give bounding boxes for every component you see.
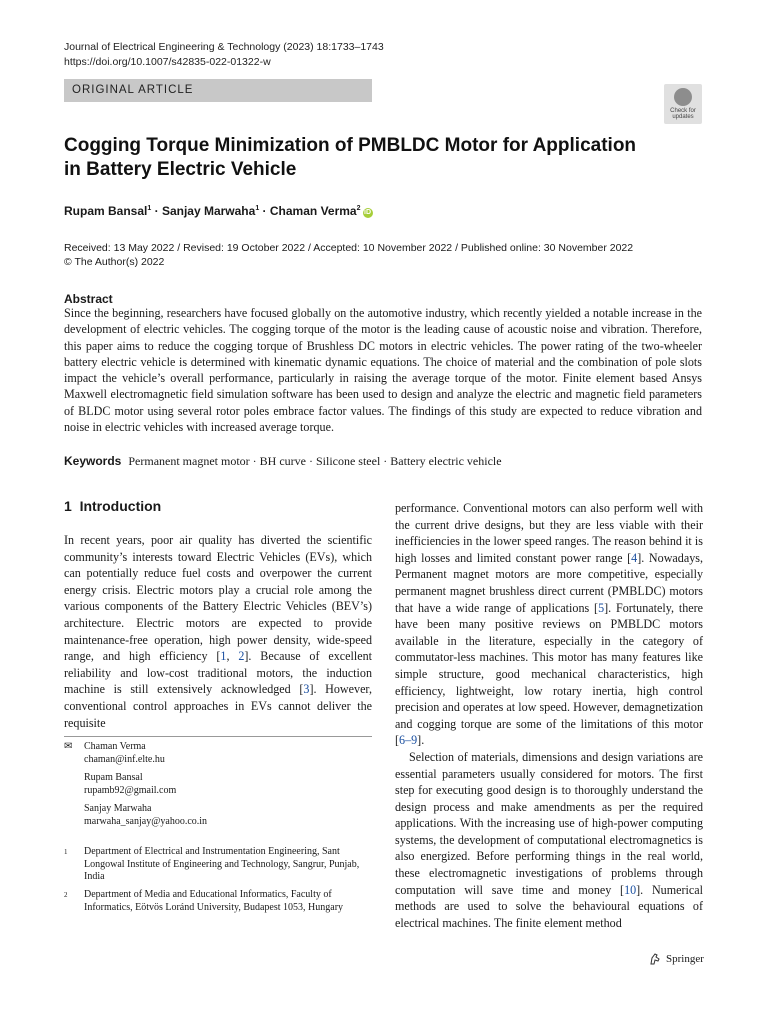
email-link[interactable]: chaman@inf.elte.hu	[84, 753, 165, 765]
author-name[interactable]: Chaman Verma	[269, 204, 357, 218]
publisher-logo: Springer	[648, 952, 704, 966]
body-column-right	[395, 500, 703, 931]
email-link[interactable]: marwaha_sanjay@yahoo.co.in	[84, 815, 208, 827]
citation-link[interactable]: 1	[220, 649, 227, 664]
author-name[interactable]: Rupam Bansal	[64, 204, 148, 218]
article-type-band: ORIGINAL ARTICLE	[64, 79, 372, 102]
body-column-left: In recent years, poor air quality has diverted the scientific community’s interests toward Electric Vehicles (EVs), which can potentially reduce fuel costs and overpower the current energy crisis. Electric motors play a crucial role among the various components of the Battery Electric Vehicles (BEV’s) architecture. Electric motors are expected to provide maintenance-free operation, high power density, wide-speed range, and high efficiency [1, 2]. Because of excellent reliability and low-cost traditional motors, the induction machine is still extensively acknowledged [3]. However, conventional control approaches in EVs cannot deliver the requisite	[64, 533, 373, 730]
citation-link[interactable]: 3	[303, 682, 310, 697]
citation-link[interactable]: 10	[624, 882, 637, 897]
corresponding-contacts: ✉ Chaman Verma chaman@inf.elte.hu Rupam Bansal rupamb92@gmail.com Sanjay Marwaha marwaha_sanjay@yahoo.co.in	[64, 741, 372, 834]
envelope-icon: ✉	[64, 741, 73, 752]
journal-header	[64, 40, 384, 70]
author-list: Rupam Bansal$^1$ · Sanjay Marwaha$^1$ · Chaman Verma$^2$iD	[64, 204, 372, 218]
section-heading: 1 Introduction	[64, 498, 162, 514]
paragraph: Selection of materials, dimensions and design variations are essential parameters usually considered for motors. The first step for executing good design is to thoroughly understand the design process and make amendments as per the required applications. With the increasing use of high-power computing systems, the development of computational electromagnetics is also energized. Before performing things in the real world, these electromagnetic investigations of problems through computation will save time and money [10]. Numerical methods are used to solve the behavioural equations of electrical machines. The finite element method	[395, 749, 703, 930]
check-for-updates-badge[interactable]: Check for updates	[664, 84, 702, 124]
email-link[interactable]: rupamb92@gmail.com	[84, 784, 177, 796]
springer-horse-icon	[648, 952, 662, 966]
abstract-heading: Abstract	[64, 292, 113, 306]
affiliation-2: 2 Department of Media and Educational Informatics, Faculty of Informatics, Eötvös Loránd University, Budapest 1053, Hungary	[64, 889, 344, 913]
abstract-text: Since the beginning, researchers have focused globally on the automotive industry, which recently yielded a notable increase in the development of electric vehicles. The cogging torque of the motor is the leading cause of acoustic noise and vibration. Therefore, this paper aims to reduce the cogging torque of Brushless DC motors in electric vehicles. The power rating of the two-wheeler battery electric vehicle is determined with kinematic dynamic equations. The choice of material and the combination of pole slots impact the vehicle’s overall performance, particularly in raising the average torque of the motor. Finite element based Ansys Maxwell electromagnetic field simulation software has been used to design and analyze the electric and magnetic field parameters of BLDC motor using several rotor poles embrace factor values. The findings of this study are expected to reduce vibration and noise in electric vehicles with increased average torque.	[64, 306, 702, 435]
journal-citation: Journal of Electrical Engineering & Technology (2023) 18:1733–1743	[64, 41, 384, 53]
citation-link[interactable]: 4	[631, 550, 638, 565]
citation-link[interactable]: 5	[598, 600, 605, 615]
orcid-icon[interactable]: iD	[364, 209, 372, 216]
paragraph: performance. Conventional motors can also perform well with the current drive designs, but they are less viable with their inefficiencies in the lower speed ranges. The reason behind it is high losses and limited constant power range [4]. Nowadays, Permanent magnet motors are more competitive, especially permanent magnet brushless direct current (PMBLDC) motors that have a wide range of applications [5]. Fortunately, there have been many positive reviews on PMBLDC motors available in the literature, especially in the category of commutator-less machines. This motor has many features like simple structure, good mechanical characteristics, high efficiency, lightweight, low rotary inertia, high control precision and operates at low speed. However, demagnetization and cogging torque are some of the limitations of this motor [6–9].	[395, 501, 704, 748]
affiliation-1: 1 Department of Electrical and Instrumentation Engineering, Sant Longowal Institute of Engineering and Technology, Sangrur, Punjab, India	[64, 846, 360, 882]
citation-link[interactable]: 2	[238, 649, 245, 664]
publication-dates: Received: 13 May 2022 / Revised: 19 October 2022 / Accepted: 10 November 2022 / Published online: 30 November 2022 © The Author(s) 2022	[64, 242, 634, 268]
keywords-list: Permanent magnet motor · BH curve · Silicone steel · Battery electric vehicle	[128, 454, 502, 468]
doi-link[interactable]: https://doi.org/10.1007/s42835-022-01322-w	[64, 56, 271, 68]
paper-title: Cogging Torque Minimization of PMBLDC Motor for Application in Battery Electric Vehicle	[64, 135, 637, 180]
citation-link[interactable]: 6–9	[399, 733, 418, 748]
keywords-label: Keywords	[64, 454, 122, 468]
keywords	[64, 454, 502, 469]
author-name[interactable]: Sanjay Marwaha	[161, 204, 256, 218]
copyright-line: © The Author(s) 2022	[64, 256, 165, 268]
check-updates-icon	[674, 88, 692, 106]
footnote-divider	[64, 736, 372, 737]
